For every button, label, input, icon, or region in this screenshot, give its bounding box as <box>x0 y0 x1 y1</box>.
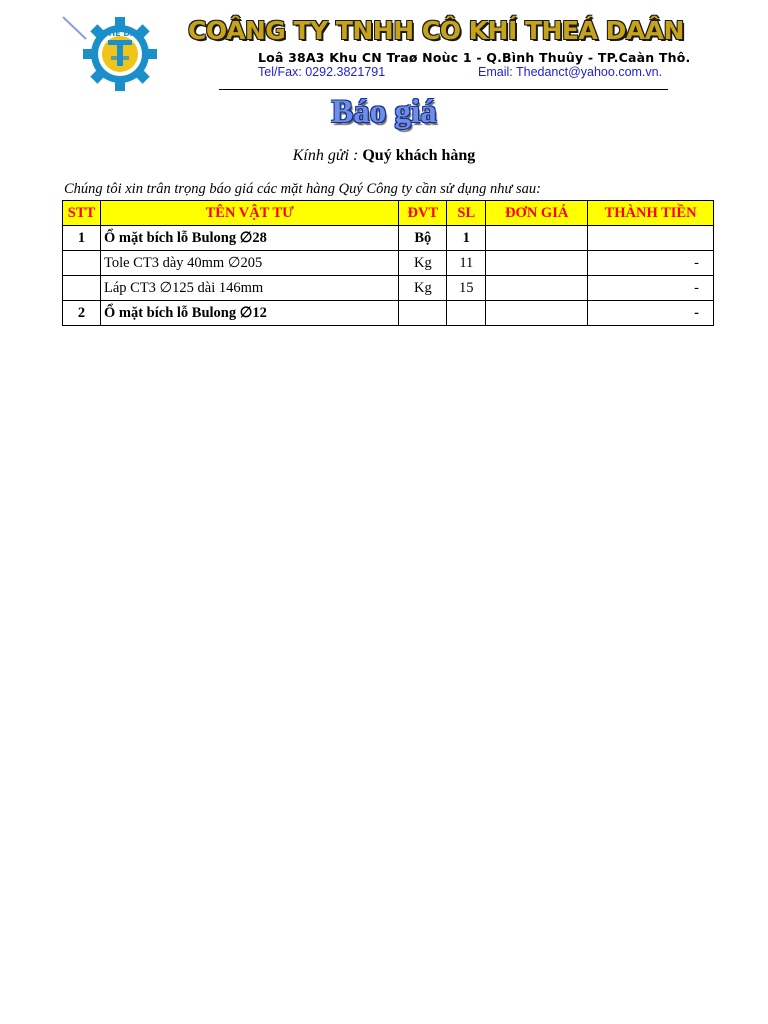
cell-total: - <box>588 301 714 326</box>
col-header-price: ĐƠN GIÁ <box>486 201 588 226</box>
col-header-qty: SL <box>447 201 486 226</box>
company-email: Email: Thedanct@yahoo.com.vn. <box>478 65 663 79</box>
company-address: Loâ 38A3 Khu CN Traø Noùc 1 - Q.Bình Thuûy - TP.Caàn Thô. <box>258 50 691 65</box>
table-row <box>63 226 714 251</box>
cell-total: - <box>588 251 714 276</box>
quotation-table <box>62 200 714 326</box>
cell-unit: Bộ <box>399 226 447 251</box>
cell-price <box>486 251 588 276</box>
cell-qty: 1 <box>447 226 486 251</box>
cell-name: Tole CT3 dày 40mm ∅205 <box>100 251 398 276</box>
cell-price <box>486 226 588 251</box>
cell-total <box>588 226 714 251</box>
company-name: COÂNG TY TNHH CÔ KHÍ THEÁ DAÂN <box>188 16 684 45</box>
salutation <box>0 147 768 165</box>
cell-stt: 2 <box>63 301 101 326</box>
cell-name: Ổ mặt bích lỗ Bulong ∅12 <box>100 301 398 326</box>
intro-text: Chúng tôi xin trân trọng báo giá các mặt hàng Quý Công ty cần sử dụng như sau: <box>64 181 541 197</box>
col-header-name: TÊN VẬT TƯ <box>100 201 398 226</box>
company-logo <box>60 14 160 92</box>
cell-qty: 15 <box>447 276 486 301</box>
table-row <box>63 251 714 276</box>
logo-text: THẾ DÂN <box>103 29 143 38</box>
cell-stt <box>63 251 101 276</box>
cell-price <box>486 276 588 301</box>
table-row <box>63 276 714 301</box>
salutation-label: Kính gửi : <box>292 147 363 164</box>
company-phone: Tel/Fax: 0292.3821791 <box>258 65 386 79</box>
cell-price <box>486 301 588 326</box>
col-header-unit: ĐVT <box>399 201 447 226</box>
salutation-recipient: Quý khách hàng <box>362 147 476 164</box>
cell-unit: Kg <box>399 251 447 276</box>
table-header-row <box>63 201 714 226</box>
cell-unit: Kg <box>399 276 447 301</box>
cell-name: Láp CT3 ∅125 dài 146mm <box>100 276 398 301</box>
cell-unit <box>399 301 447 326</box>
cell-name: Ổ mặt bích lỗ Bulong ∅28 <box>100 226 398 251</box>
col-header-stt: STT <box>63 201 101 226</box>
cell-total: - <box>588 276 714 301</box>
col-header-total: THÀNH TIỀN <box>588 201 714 226</box>
document-title: Báo giá <box>331 94 437 130</box>
header-divider <box>219 89 668 90</box>
cell-stt: 1 <box>63 226 101 251</box>
table-row <box>63 301 714 326</box>
cell-stt <box>63 276 101 301</box>
cell-qty <box>447 301 486 326</box>
cell-qty: 11 <box>447 251 486 276</box>
